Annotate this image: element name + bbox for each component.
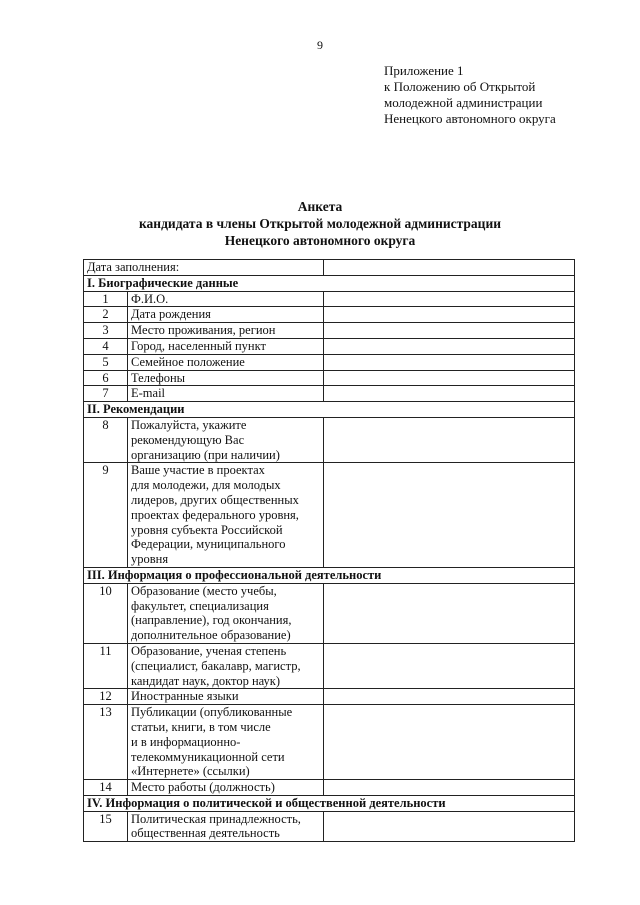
label-line: (направление), год окончания, (131, 613, 292, 628)
row-label (128, 386, 324, 402)
title-line: кандидата в члены Открытой молодежной администрации (138, 216, 502, 231)
row-number: 6 (84, 370, 128, 386)
section-header (84, 795, 575, 811)
section-header (84, 402, 575, 418)
form-row (84, 338, 575, 354)
row-number: 3 (84, 323, 128, 339)
label-line: Пожалуйста, укажите (131, 417, 247, 432)
form-row (84, 705, 575, 780)
document-title (0, 198, 640, 249)
label-line: дополнительное образование) (131, 628, 291, 643)
answer-cell[interactable] (324, 307, 575, 323)
label-line: Публикации (опубликованные (131, 705, 293, 720)
row-label (128, 291, 324, 307)
answer-cell[interactable] (324, 323, 575, 339)
appendix-line: Приложение 1 (384, 63, 464, 78)
form-row (84, 307, 575, 323)
answer-cell[interactable] (324, 370, 575, 386)
form-row (84, 386, 575, 402)
answer-cell[interactable] (324, 705, 575, 780)
label-line: Политическая принадлежность, (131, 811, 301, 826)
label-line: Дата рождения (131, 307, 211, 322)
row-number: 7 (84, 386, 128, 402)
row-label (128, 338, 324, 354)
row-number: 8 (84, 417, 128, 462)
label-line: (специалист, бакалавр, магистр, (131, 658, 301, 673)
row-label (128, 354, 324, 370)
label-line: общественная деятельность (131, 826, 280, 841)
row-number: 4 (84, 338, 128, 354)
row-number: 12 (84, 689, 128, 705)
form-row (84, 291, 575, 307)
label-line: проектах федерального уровня, (131, 507, 299, 522)
label-line: организацию (при наличии) (131, 447, 280, 462)
row-number: 13 (84, 705, 128, 780)
row-number: 2 (84, 307, 128, 323)
form-row (84, 417, 575, 462)
row-number: 15 (84, 811, 128, 842)
label-line: E-mail (131, 386, 166, 401)
row-label (128, 463, 324, 568)
label-line: факультет, специализация (131, 598, 269, 613)
row-label (128, 583, 324, 643)
label-line: Семейное положение (131, 354, 245, 369)
label-line: Ф.И.О. (131, 291, 169, 306)
label-line: Иностранные языки (131, 689, 239, 704)
label-line: Город, населенный пункт (131, 338, 266, 353)
questionnaire-table (83, 259, 575, 842)
section-title: III. Информация о профессиональной деятельности (84, 567, 575, 583)
section-header (84, 275, 575, 291)
date-row (84, 260, 575, 276)
date-value-cell[interactable] (324, 260, 575, 276)
row-label (128, 323, 324, 339)
row-label (128, 370, 324, 386)
label-line: Образование, ученая степень (131, 643, 287, 658)
date-label: Дата заполнения: (84, 260, 324, 276)
appendix-note (384, 63, 556, 127)
appendix-line: Ненецкого автономного округа (384, 111, 556, 126)
answer-cell[interactable] (324, 643, 575, 688)
form-row (84, 463, 575, 568)
label-line: Образование (место учебы, (131, 583, 277, 598)
label-line: и в информационно- (131, 734, 241, 749)
label-line: уровня субъекта Российской (131, 522, 283, 537)
label-line: Телефоны (131, 370, 186, 385)
appendix-line: к Положению об Открытой (384, 79, 536, 94)
row-label (128, 689, 324, 705)
answer-cell[interactable] (324, 291, 575, 307)
form-row (84, 780, 575, 796)
label-line: рекомендующую Вас (131, 432, 245, 447)
row-label (128, 417, 324, 462)
row-label (128, 307, 324, 323)
label-line: для молодежи, для молодых (131, 478, 281, 493)
label-line: «Интернете» (ссылки) (131, 764, 250, 779)
form-row (84, 323, 575, 339)
answer-cell[interactable] (324, 338, 575, 354)
label-line: Место работы (должность) (131, 780, 275, 795)
row-label (128, 811, 324, 842)
label-line: уровня (131, 552, 169, 567)
answer-cell[interactable] (324, 417, 575, 462)
row-number: 11 (84, 643, 128, 688)
section-title: II. Рекомендации (84, 402, 575, 418)
section-title: I. Биографические данные (84, 275, 575, 291)
title-line: Анкета (297, 199, 343, 214)
form-row (84, 370, 575, 386)
appendix-line: молодежной администрации (384, 95, 543, 110)
title-line: Ненецкого автономного округа (224, 233, 416, 248)
answer-cell[interactable] (324, 463, 575, 568)
row-number: 9 (84, 463, 128, 568)
row-label (128, 780, 324, 796)
row-number: 5 (84, 354, 128, 370)
form-row (84, 689, 575, 705)
row-number: 1 (84, 291, 128, 307)
row-number: 10 (84, 583, 128, 643)
form-row (84, 583, 575, 643)
form-row (84, 643, 575, 688)
answer-cell[interactable] (324, 386, 575, 402)
label-line: лидеров, других общественных (131, 492, 299, 507)
answer-cell[interactable] (324, 780, 575, 796)
row-label (128, 705, 324, 780)
label-line: кандидат наук, доктор наук) (131, 673, 281, 688)
answer-cell[interactable] (324, 354, 575, 370)
section-header (84, 567, 575, 583)
label-line: статьи, книги, в том числе (131, 719, 271, 734)
answer-cell[interactable] (324, 583, 575, 643)
answer-cell[interactable] (324, 811, 575, 842)
page-number: 9 (317, 38, 323, 52)
label-line: Место проживания, регион (131, 323, 276, 338)
answer-cell[interactable] (324, 689, 575, 705)
section-title: IV. Информация о политической и общественной деятельности (84, 795, 575, 811)
label-line: Федерации, муниципального (131, 537, 286, 552)
form-row (84, 354, 575, 370)
row-label (128, 643, 324, 688)
label-line: телекоммуникационной сети (131, 749, 285, 764)
row-number: 14 (84, 780, 128, 796)
form-row (84, 811, 575, 842)
label-line: Ваше участие в проектах (131, 463, 265, 478)
